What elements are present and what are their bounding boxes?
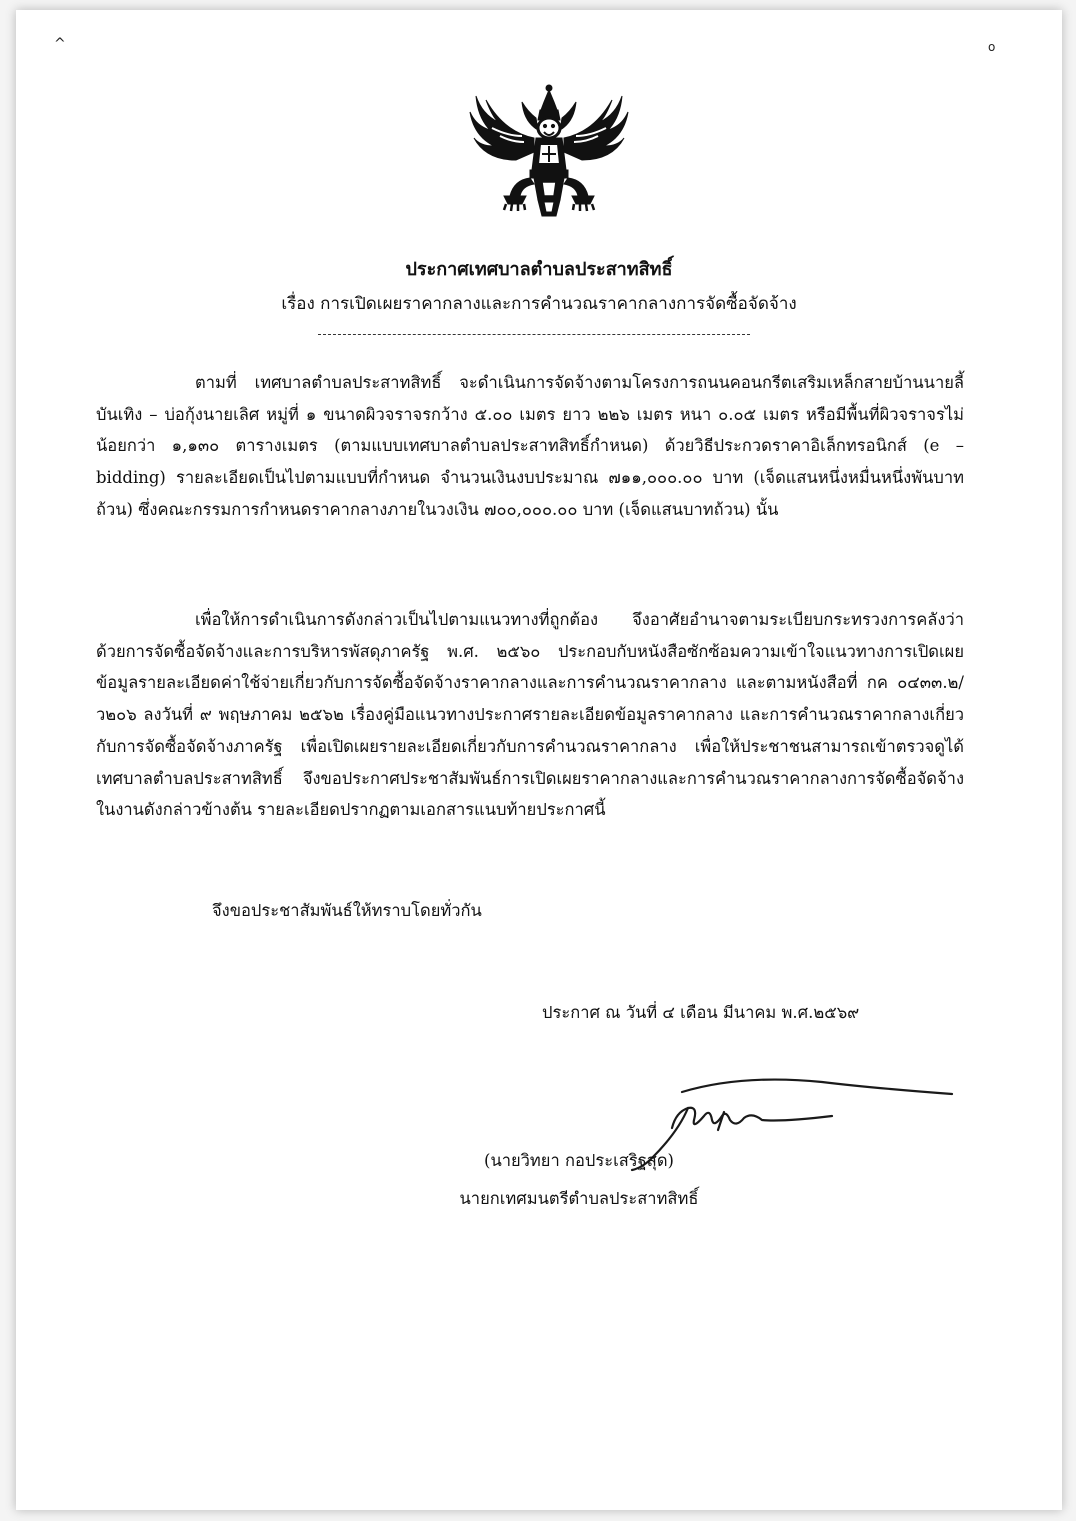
document-page xyxy=(16,10,1062,1510)
garuda-emblem-icon xyxy=(464,72,634,222)
announcement-subject: เรื่อง การเปิดเผยราคากลางและการคำนวณราคากลางการจัดซื้อจัดจ้าง xyxy=(281,294,797,314)
corner-mark: o xyxy=(988,40,996,54)
closing-line: จึงขอประชาสัมพันธ์ให้ทราบโดยทั่วกัน xyxy=(212,901,482,920)
body-paragraph-2: เพื่อให้การดำเนินการดังกล่าวเป็นไปตามแนวทางที่ถูกต้อง จึงอาศัยอำนาจตามระเบียบกระทรวงการคลังว่าด้วยการจัดซื้อจัดจ้างและการบริหารพัสดุภาครัฐ พ.ศ. ๒๕๖๐ ประกอบกับหนังสือซักซ้อมความเข้าใจแนวทางการเปิดเผยข้อมูลรายละเอียดค่าใช้จ่ายเกี่ยวกับการจัดซื้อจัดจ้างราคากลางและการคำนวณราคากลาง และตามหนังสือที่ กค ๐๔๓๓.๒/ว๒๐๖ ลงวันที่ ๙ พฤษภาคม ๒๕๖๒ เรื่องคู่มือแนวทางประกาศรายละเอียดข้อมูลราคากลาง และการคำนวณราคากลางเกี่ยวกับการจัดซื้อจัดจ้างภาครัฐ เพื่อเปิดเผยรายละเอียดเกี่ยวกับการคำนวณราคากลาง เพื่อให้ประชาชนสามารถเข้าตรวจดูได้ เทศบาลตำบลประสาทสิทธิ์ จึงขอประกาศประชาสัมพันธ์การเปิดเผยราคากลางและการคำนวณราคากลางการจัดซื้อจัดจ้างในงานดังกล่าวข้างต้น รายละเอียดปรากฏตามเอกสารแนบท้ายประกาศนี้ xyxy=(96,610,964,820)
divider xyxy=(318,334,750,335)
announcement-date: ประกาศ ณ วันที่ ๔ เดือน มีนาคม พ.ศ.๒๕๖๙ xyxy=(542,1003,860,1022)
corner-mark: ^ xyxy=(54,36,66,52)
signer-name: (นายวิทยา กอประเสริฐสุด) xyxy=(484,1151,674,1170)
signer-position: นายกเทศมนตรีตำบลประสาทสิทธิ์ xyxy=(459,1189,699,1208)
body-paragraph-1: ตามที่ เทศบาลตำบลประสาทสิทธิ์ จะดำเนินการจัดจ้างตามโครงการถนนคอนกรีตเสริมเหล็กสายบ้านนายลี้ บันเทิง – บ่อกุ้งนายเลิศ หมู่ที่ ๑ ขนาดผิวจราจรกว้าง ๕.๐๐ เมตร ยาว ๒๒๖ เมตร หนา ๐.๐๕ เมตร หรือมีพื้นที่ผิวจราจรไม่น้อยกว่า ๑,๑๓๐ ตารางเมตร (ตามแบบเทศบาลตำบลประสาทสิทธิ์กำหนด) ด้วยวิธีประกวดราคาอิเล็กทรอนิกส์ (e – bidding) รายละเอียดเป็นไปตามแบบที่กำหนด จำนวนเงินงบประมาณ ๗๑๑,๐๐๐.๐๐ บาท (เจ็ดแสนหนึ่งหมื่นหนึ่งพันบาทถ้วน) ซึ่งคณะกรรมการกำหนดราคากลางภายในวงเงิน ๗๐๐,๐๐๐.๐๐ บาท (เจ็ดแสนบาทถ้วน) นั้น xyxy=(96,373,964,519)
announcement-title: ประกาศเทศบาลตำบลประสาทสิทธิ์ xyxy=(405,259,673,280)
